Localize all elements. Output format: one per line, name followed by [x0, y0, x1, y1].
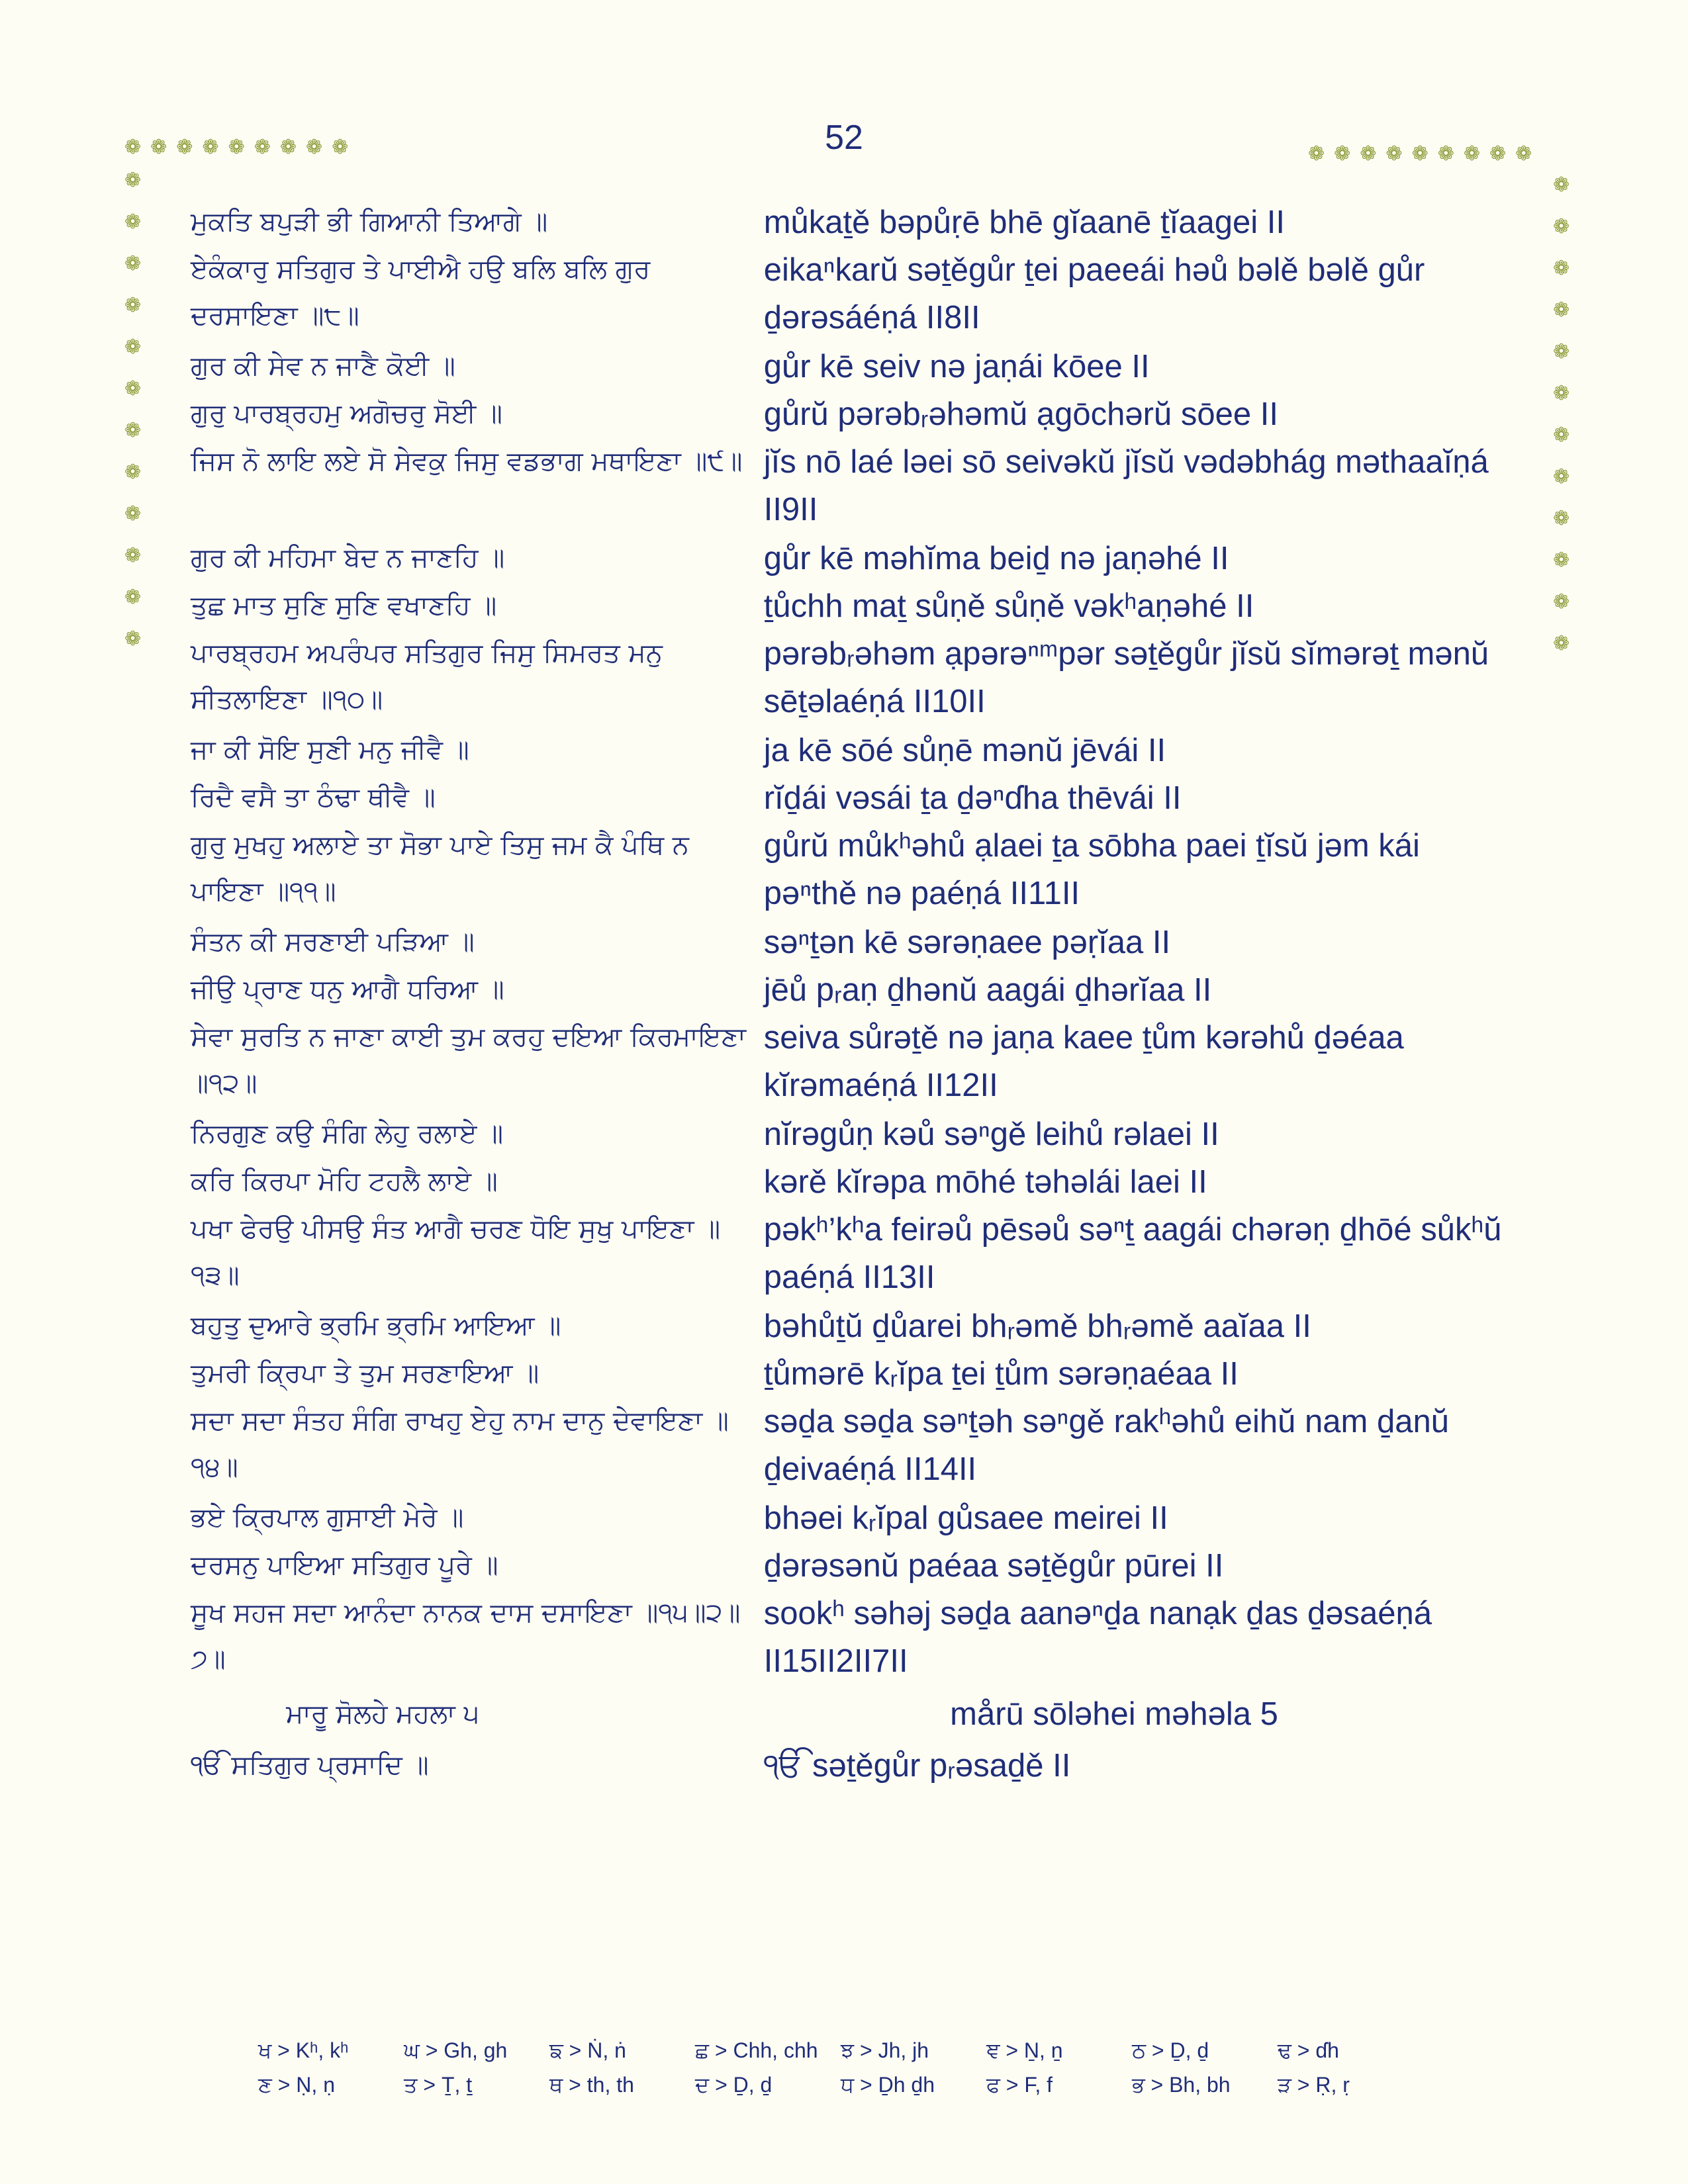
flower-ornament-icon: ❁	[1553, 173, 1570, 197]
flower-ornament-icon: ❁	[332, 136, 349, 159]
legend-item: ਞ > Ṉ, ṉ	[986, 2038, 1063, 2062]
flower-ornament-icon: ❁	[1360, 142, 1377, 165]
gurmukhi-text: ਜਿਸ ਨੋ ਲਾਇ ਲਏ ਸੋ ਸੇਵਕੁ ਜਿਸੁ ਵਡਭਾਗ ਮਥਾਇਣਾ ॥੯॥	[191, 446, 743, 477]
transliteration-text: jĭs nō laé ləei sō seivəkŭ jĭsŭ vədəbhág məthaaĭṇá II9II	[763, 444, 1489, 527]
verse-line	[191, 343, 1515, 390]
flower-ornament-icon: ❁	[254, 136, 271, 159]
flower-ornament-icon: ❁	[124, 336, 142, 359]
verse-line	[191, 630, 1515, 727]
gurmukhi-text: ਗੁਰ ਕੀ ਸੇਵ ਨ ਜਾਣੈ ਕੋਈ ॥	[191, 351, 455, 381]
flower-ornament-icon: ❁	[124, 502, 142, 525]
verse-line	[191, 1302, 1515, 1350]
flower-ornament-icon: ❁	[1553, 549, 1570, 572]
transliteration-text: pəkʰ’kʰa feirəů pēsəů səⁿṯ aagái chərəṇ ḏhōé sůkʰŭ paéṇá II13II	[763, 1212, 1502, 1295]
flower-ornament-icon: ❁	[1489, 142, 1507, 165]
transliteration-text: gůr kē seiv nə jaṇái kōee II	[763, 349, 1150, 385]
flower-ornament-icon: ❁	[1553, 465, 1570, 488]
legend-item: ਛ > Chh, chh	[695, 2038, 818, 2062]
flower-ornament-icon: ❁	[124, 544, 142, 567]
gurmukhi-text: ਜੀਉ ਪ੍ਰਾਣ ਧਨੁ ਆਗੈ ਧਰਿਆ ॥	[191, 974, 504, 1005]
legend-item: ਥ > th, th	[549, 2073, 634, 2097]
ornament-left-column	[124, 169, 141, 651]
gurmukhi-text: ਸੂਖ ਸਹਜ ਸਦਾ ਆਨੰਦਾ ਨਾਨਕ ਦਾਸ ਦਸਾਇਣਾ ॥੧੫॥੨॥੭॥	[191, 1598, 741, 1674]
transliteration-text: ja kē sōé sůṇē mənŭ jēvái II	[763, 733, 1166, 768]
flower-ornament-icon: ❁	[124, 377, 142, 400]
verse-line	[191, 1398, 1515, 1494]
verse-line	[191, 390, 1515, 438]
section-heading	[191, 1686, 1515, 1742]
transliteration-text: bəhůṯŭ ḏůarei bhᵣəmě bhᵣəmě aaĭaa II	[763, 1308, 1311, 1344]
verse-line	[191, 1494, 1515, 1542]
legend-item: ਭ > Bh, bh	[1132, 2073, 1231, 2097]
ornament-top-right-row	[1308, 142, 1532, 165]
transliteration-text: seiva sůrəṯě nə jaṇa kaee ṯům kərəhů ḏəéaa kĭrəmaéṇá II12II	[763, 1020, 1404, 1103]
verse-line	[191, 246, 1515, 343]
legend-row	[258, 2038, 1450, 2064]
verse-line	[191, 582, 1515, 630]
verse-line	[191, 966, 1515, 1014]
legend-item: ਖ > Kʰ, kʰ	[258, 2038, 349, 2062]
gurmukhi-text: ਭਏ ਕ੍ਰਿਪਾਲ ਗੁਸਾਈ ਮੇਰੇ ॥	[191, 1502, 464, 1533]
gurmukhi-text: ਰਿਦੈ ਵਸੈ ਤਾ ਠੰਢਾ ਥੀਵੈ ॥	[191, 782, 436, 813]
verse-line	[191, 535, 1515, 582]
verse-line	[191, 199, 1515, 246]
flower-ornament-icon: ❁	[124, 461, 142, 484]
flower-ornament-icon: ❁	[1553, 257, 1570, 280]
legend-item: ਦ > Ḏ, ḏ	[695, 2073, 773, 2097]
transliteration-text: jēů pᵣaṇ ḏhənŭ aagái ḏhərĭaa II	[763, 972, 1212, 1008]
gurmukhi-text: ਗੁਰ ਕੀ ਮਹਿਮਾ ਬੇਦ ਨ ਜਾਣਹਿ ॥	[191, 543, 505, 573]
transliteration-text: sookʰ səhəj səḏa aanəⁿḏa nanạk ḏas ḏəsaéṇá II15II2II7II	[763, 1596, 1432, 1679]
flower-ornament-icon: ❁	[1553, 424, 1570, 447]
gurmukhi-text: ਪਖਾ ਫੇਰਉ ਪੀਸਉ ਸੰਤ ਆਗੈ ਚਰਣ ਧੋਇ ਸੁਖੁ ਪਾਇਣਾ ॥੧੩॥	[191, 1214, 721, 1291]
gurmukhi-text: ਤੁਮਰੀ ਕ੍ਰਿਪਾ ਤੇ ਤੁਮ ਸਰਣਾਇਆ ॥	[191, 1358, 539, 1388]
flower-ornament-icon: ❁	[1308, 142, 1325, 165]
flower-ornament-icon: ❁	[124, 252, 142, 275]
flower-ornament-icon: ❁	[150, 136, 167, 159]
transliteration-text: gůr kē məhĭma beiḏ nə jaṇəhé II	[763, 541, 1229, 576]
transliteration-text: səⁿṯən kē sərəṇaee pəṛĭaa II	[763, 925, 1171, 960]
legend-row	[258, 2073, 1450, 2098]
flower-ornament-icon: ❁	[305, 136, 323, 159]
transliteration-text: nĭrəgůṇ kəů səⁿgě leihů rəlaei II	[763, 1116, 1219, 1152]
flower-ornament-icon: ❁	[1463, 142, 1480, 165]
flower-ornament-icon: ❁	[1385, 142, 1403, 165]
flower-ornament-icon: ❁	[1553, 382, 1570, 405]
legend-item: ਤ > Ṯ, ṯ	[404, 2073, 473, 2097]
flower-ornament-icon: ❁	[124, 586, 142, 609]
verse-line	[191, 1014, 1515, 1111]
gurmukhi-text: ਗੁਰੁ ਮੁਖਹੁ ਅਲਾਏ ਤਾ ਸੋਭਾ ਪਾਏ ਤਿਸੁ ਜਮ ਕੈ ਪੰਥਿ ਨ ਪਾਇਣਾ ॥੧੧॥	[191, 830, 689, 907]
legend-item: ਝ > Jh, jh	[841, 2038, 929, 2062]
legend-item: ਧ > Ḏh ḏh	[841, 2073, 935, 2097]
flower-ornament-icon: ❁	[1553, 507, 1570, 530]
legend-item: ਣ > Ṇ, ṇ	[258, 2073, 335, 2097]
transliteration-text: bhəei kᵣĭpal gůsaee meirei II	[763, 1500, 1168, 1536]
verse-line	[191, 1158, 1515, 1206]
gurmukhi-text: ਸੰਤਨ ਕੀ ਸਰਣਾਈ ਪੜਿਆ ॥	[191, 927, 475, 957]
flower-ornament-icon: ❁	[1515, 142, 1532, 165]
gurmukhi-text: ਸੇਵਾ ਸੁਰਤਿ ਨ ਜਾਣਾ ਕਾਈ ਤੁਮ ਕਰਹੁ ਦਇਆ ਕਿਰਮਾਇਣਾ ॥੧੨॥	[191, 1022, 746, 1099]
legend-item: ਠ > Ḏ, ḏ	[1132, 2038, 1209, 2062]
transliteration-text: můkaṯě bəpůṛē bhē gĭaanē ṯĭaagei II	[763, 205, 1286, 240]
flower-ornament-icon: ❁	[124, 627, 142, 651]
gurmukhi-text: ਨਿਰਗੁਣ ਕਉ ਸੰਗਿ ਲੇਹੁ ਰਲਾਏ ॥	[191, 1118, 504, 1149]
flower-ornament-icon: ❁	[176, 136, 193, 159]
heading-transliteration: mårū sōləhei məhəla 5	[950, 1696, 1278, 1732]
verse-line	[191, 1542, 1515, 1590]
invocation-gurmukhi: ੴ ਸਤਿਗੁਰ ਪ੍ਰਸਾਦਿ ॥	[191, 1750, 429, 1780]
flower-ornament-icon: ❁	[124, 294, 142, 317]
flower-ornament-icon: ❁	[124, 169, 142, 192]
flower-ornament-icon: ❁	[1411, 142, 1429, 165]
legend-item: ਢ > ɗh	[1278, 2038, 1339, 2062]
gurmukhi-text: ਏਕੰਕਾਰੁ ਸਤਿਗੁਰ ਤੇ ਪਾਈਐ ਹਉ ਬਲਿ ਬਲਿ ਗੁਰ ਦਰਸਾਇਣਾ ॥੮॥	[191, 254, 651, 331]
verse-line	[191, 822, 1515, 919]
transliteration-text: rĭḏái vəsái ṯa ḏəⁿɗha thēvái II	[763, 780, 1182, 816]
flower-ornament-icon: ❁	[279, 136, 297, 159]
flower-ornament-icon: ❁	[228, 136, 245, 159]
flower-ornament-icon: ❁	[124, 419, 142, 442]
transliteration-text: pərəbᵣəhəm ạpərəⁿᵐpər səṯěgůr jĭsŭ sĭmərəṯ mənŭ sēṯəlaéṇá II10II	[763, 636, 1489, 719]
ornament-top-left-row	[124, 136, 348, 159]
flower-ornament-icon: ❁	[1553, 340, 1570, 363]
flower-ornament-icon: ❁	[124, 136, 142, 159]
verse-line	[191, 1206, 1515, 1302]
gurmukhi-text: ਬਹੁਤੁ ਦੁਆਰੇ ਭ੍ਰਮਿ ਭ੍ਰਮਿ ਆਇਆ ॥	[191, 1310, 561, 1341]
transliteration-text: gůrŭ můkʰəhů ạlaei ṯa sōbha paei ṯĭsŭ jəm kái pəⁿthě nə paéṇá II11II	[763, 828, 1420, 911]
legend-item: ਫ > F, f	[986, 2073, 1053, 2097]
gurmukhi-text: ਕਰਿ ਕਿਰਪਾ ਮੋਹਿ ਟਹਲੈ ਲਾਏ ॥	[191, 1166, 498, 1197]
legend-item: ਘ > Gh, gh	[404, 2038, 508, 2062]
verse-body	[191, 199, 1515, 1790]
transliteration-text: ṯůchh maṯ sůṇě sůṇě vəkʰaṇəhé II	[763, 588, 1254, 624]
page-number: 52	[825, 118, 863, 157]
flower-ornament-icon: ❁	[1437, 142, 1454, 165]
gurmukhi-text: ਤੁਛ ਮਾਤ ਸੁਣਿ ਸੁਣਿ ਵਖਾਣਹਿ ॥	[191, 590, 497, 621]
ornament-right-column	[1553, 173, 1570, 655]
heading-gurmukhi: ਮਾਰੂ ਸੋਲਹੇ ਮਹਲਾ ੫	[286, 1699, 479, 1729]
verse-line	[191, 727, 1515, 774]
invocation-transliteration: ੴ səṯěgůr pᵣəsaḏě II	[763, 1748, 1071, 1784]
flower-ornament-icon: ❁	[1553, 298, 1570, 322]
gurmukhi-text: ਪਾਰਬ੍ਰਹਮ ਅਪਰੰਪਰ ਸਤਿਗੁਰ ਜਿਸੁ ਸਿਮਰਤ ਮਨੁ ਸੀਤਲਾਇਣਾ ॥੧੦॥	[191, 638, 663, 715]
verse-line	[191, 1590, 1515, 1686]
gurmukhi-text: ਗੁਰੁ ਪਾਰਬ੍ਰਹਮੁ ਅਗੋਚਰੁ ਸੋਈ ॥	[191, 398, 502, 429]
transliteration-legend	[258, 2038, 1450, 2107]
gurmukhi-text: ਸਦਾ ਸਦਾ ਸੰਤਹ ਸੰਗਿ ਰਾਖਹੁ ਏਹੁ ਨਾਮ ਦਾਨੁ ਦੇਵਾਇਣਾ ॥੧੪॥	[191, 1406, 729, 1482]
invocation-line	[191, 1742, 1515, 1790]
flower-ornament-icon: ❁	[202, 136, 219, 159]
transliteration-text: ḏərəsənŭ paéaa səṯěgůr pūrei II	[763, 1548, 1224, 1584]
verse-line	[191, 1111, 1515, 1158]
flower-ornament-icon: ❁	[1553, 632, 1570, 655]
gurmukhi-text: ਮੁਕਤਿ ਬਪੁੜੀ ਭੀ ਗਿਆਨੀ ਤਿਆਗੇ ॥	[191, 206, 548, 237]
flower-ornament-icon: ❁	[124, 210, 142, 234]
transliteration-text: ṯůmərē kᵣĭpa ṯei ṯům sərəṇaéaa II	[763, 1356, 1239, 1392]
transliteration-text: eikaⁿkarŭ səṯěgůr ṯei paeeái həů bəlě bəlě gůr ḏərəsáéṇá II8II	[763, 252, 1425, 336]
verse-line	[191, 774, 1515, 822]
flower-ornament-icon: ❁	[1334, 142, 1351, 165]
legend-item: ੜ > Ṛ, ṛ	[1278, 2073, 1350, 2097]
transliteration-text: səḏa səḏa səⁿṯəh səⁿgě rakʰəhů eihŭ nam ḏanŭ ḏeivaéṇá II14II	[763, 1404, 1449, 1487]
gurmukhi-text: ਜਾ ਕੀ ਸੋਇ ਸੁਣੀ ਮਨੁ ਜੀਵੈ ॥	[191, 735, 469, 765]
flower-ornament-icon: ❁	[1553, 590, 1570, 614]
flower-ornament-icon: ❁	[1553, 215, 1570, 238]
gurmukhi-text: ਦਰਸਨੁ ਪਾਇਆ ਸਤਿਗੁਰ ਪੂਰੇ ॥	[191, 1550, 498, 1580]
verse-line	[191, 438, 1515, 535]
transliteration-text: gůrŭ pərəbᵣəhəmŭ ạgōchərŭ sōee II	[763, 396, 1278, 432]
transliteration-text: kərě kĭrəpa mōhé təhəlái laei II	[763, 1164, 1207, 1200]
verse-line	[191, 919, 1515, 966]
verse-line	[191, 1350, 1515, 1398]
legend-item: ਙ > Ṅ, ṅ	[549, 2038, 626, 2062]
